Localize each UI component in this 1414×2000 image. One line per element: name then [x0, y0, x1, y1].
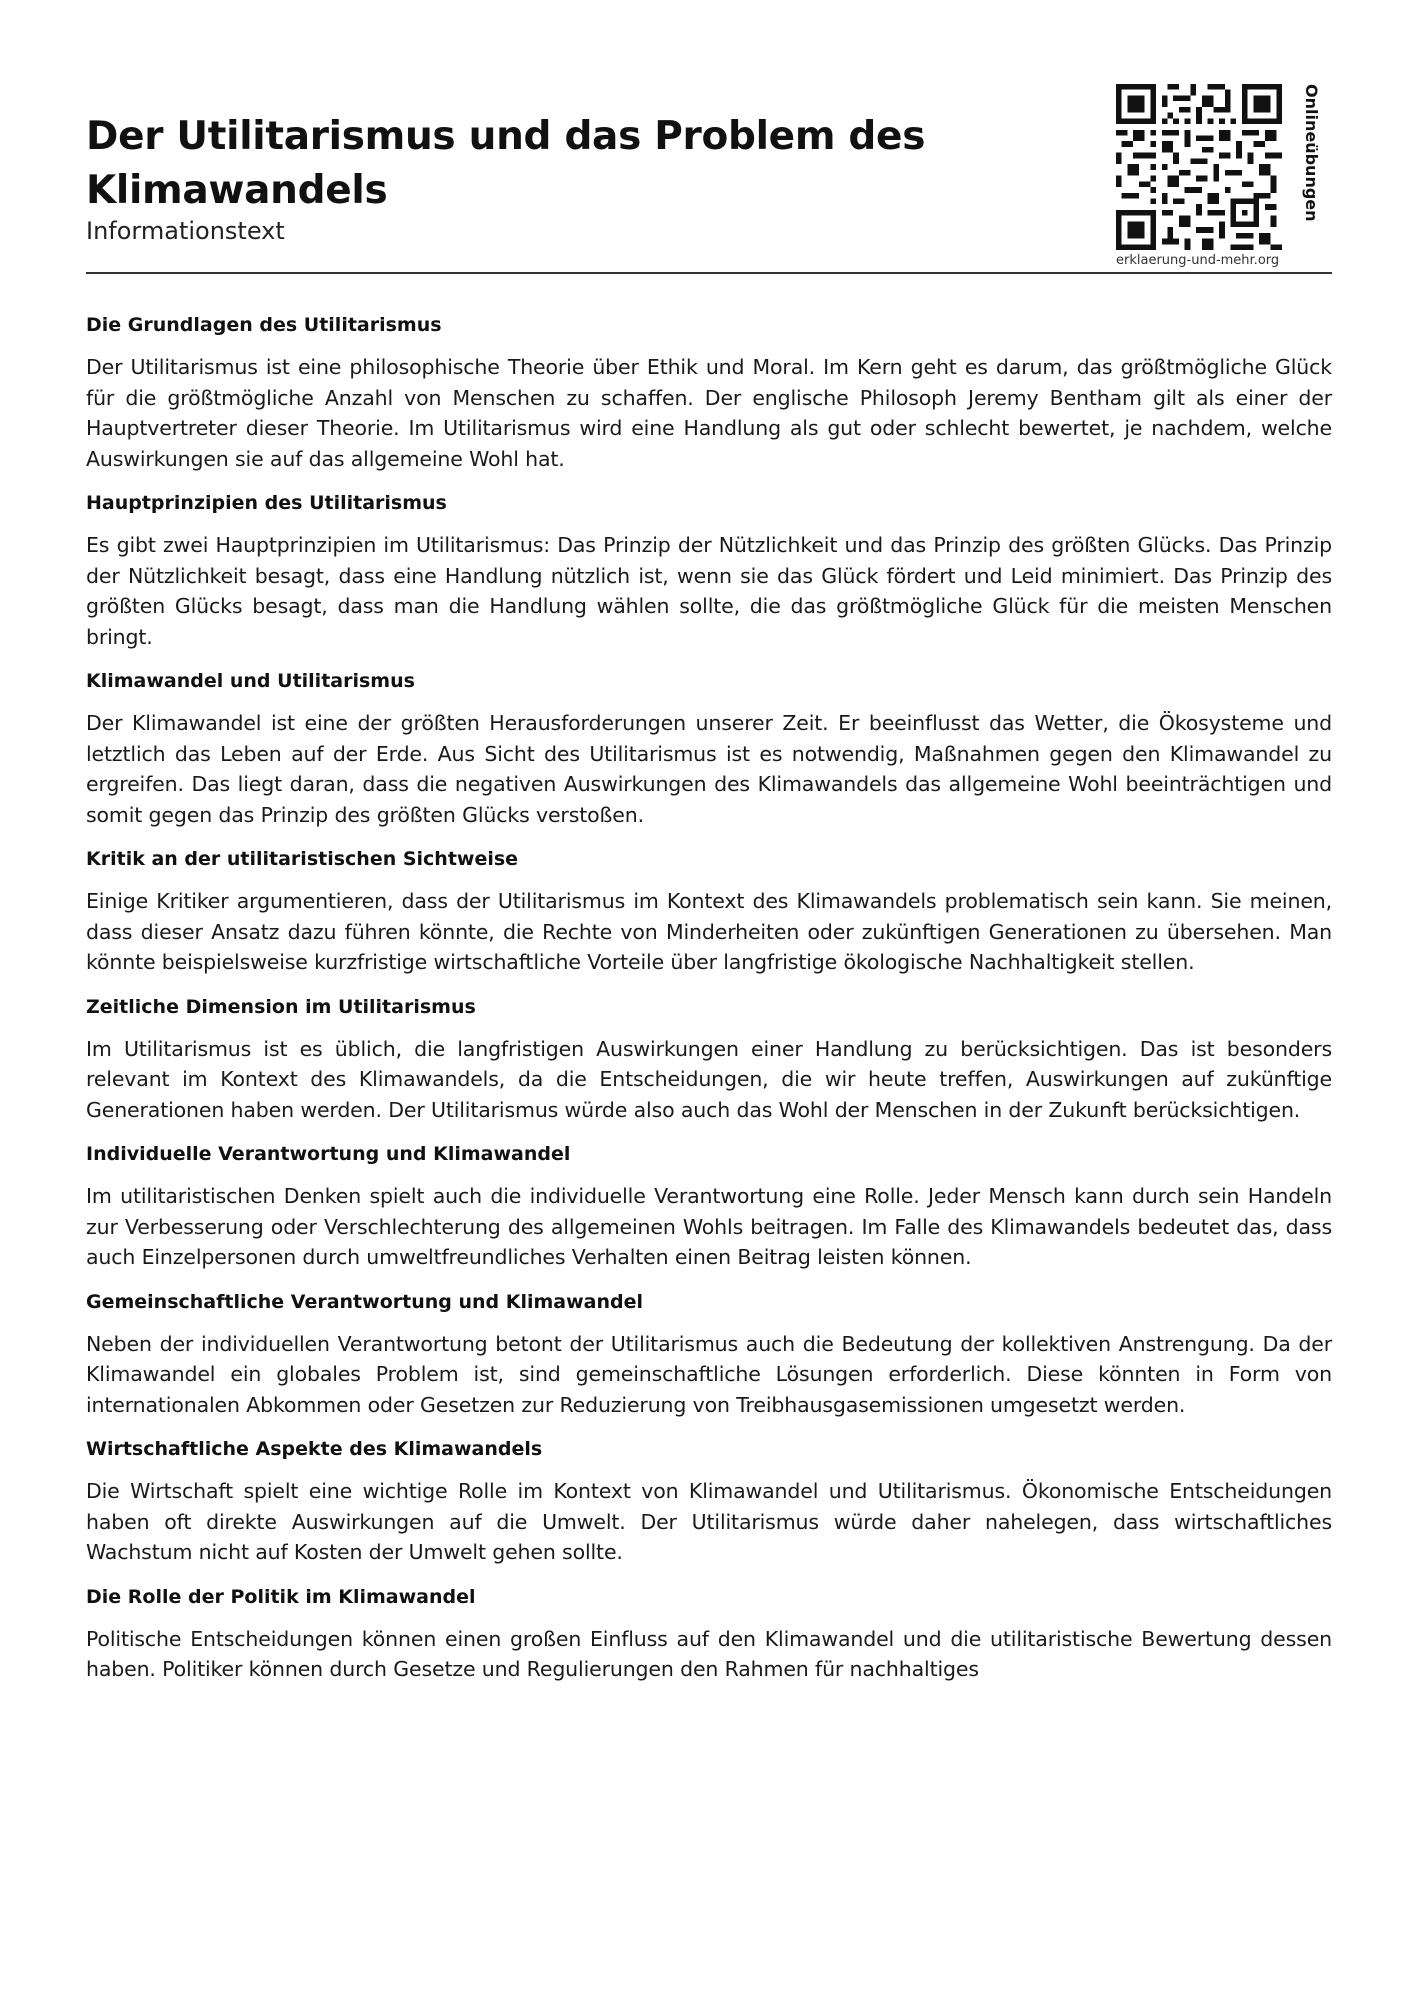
section-heading: Kritik an der utilitaristischen Sichtweise	[86, 848, 519, 870]
page-title: Der Utilitarismus und das Problem des Klimawandels	[86, 114, 926, 213]
qr-code-block[interactable]	[1116, 84, 1332, 272]
section-paragraph: Im utilitaristischen Denken spielt auch die individuelle Verantwortung eine Rolle. Jeder Mensch kann durch sein Handeln zur Verbesserung oder Verschlechterung des allgemeinen Wohls beitragen. Im Falle des Klimawandels bedeutet das, dass auch Einzelpersonen durch umweltfreundliches Verhalten einen Beitrag leisten können.	[86, 1184, 1332, 1269]
section-individuelle-verantwortung	[86, 1139, 1332, 1273]
section-paragraph: Die Wirtschaft spielt eine wichtige Rolle im Kontext von Klimawandel und Utilitarismus. Ökonomische Entscheidungen haben oft direkte Auswirkungen auf die Umwelt. Der Utilitarismus würde daher nahelegen, dass wirtschaftliches Wachstum nicht auf Kosten der Umwelt gehen sollte.	[86, 1479, 1332, 1564]
section-grundlagen	[86, 310, 1332, 474]
section-paragraph: Im Utilitarismus ist es üblich, die langfristigen Auswirkungen einer Handlung zu berücksichtigen. Das ist besonders relevant im Kontext des Klimawandels, da die Entscheidungen, die wir heute treffen, Auswirkungen auf zukünftige Generationen haben werden. Der Utilitarismus würde also auch das Wohl der Menschen in der Zukunft berücksichtigen.	[86, 1036, 1332, 1122]
section-hauptprinzipien	[86, 488, 1332, 652]
section-klimawandel	[86, 666, 1332, 830]
worksheet-page	[86, 0, 1332, 2000]
online-exercises-label: Onlineübungen	[1302, 84, 1321, 222]
section-heading: Die Rolle der Politik im Klimawandel	[86, 1585, 476, 1608]
section-heading: Zeitliche Dimension im Utilitarismus	[86, 995, 476, 1018]
header-divider	[86, 272, 1332, 274]
section-heading: Hauptprinzipien des Utilitarismus	[86, 492, 447, 514]
section-gemeinschaftliche-verantwortung	[86, 1287, 1332, 1421]
section-paragraph: Der Klimawandel ist eine der größten Herausforderungen unserer Zeit. Er beeinflusst das Wetter, die Ökosysteme und letztlich das Leben auf der Erde. Aus Sicht des Utilitarismus ist es notwendig, Maßnahmen gegen den Klimawandel zu ergreifen. Das liegt daran, dass die negativen Auswirkungen des Klimawandels das allgemeine Wohl beeinträchtigen und somit gegen das Prinzip des größten Glücks verstoßen.	[86, 711, 1332, 827]
section-heading: Individuelle Verantwortung und Klimawandel	[86, 1143, 571, 1165]
section-kritik	[86, 844, 1332, 978]
section-heading: Die Grundlagen des Utilitarismus	[86, 314, 442, 336]
section-heading: Klimawandel und Utilitarismus	[86, 670, 415, 692]
qr-code-icon[interactable]	[1116, 84, 1282, 250]
page-header	[86, 0, 1332, 276]
page-subtitle: Informationstext	[86, 217, 285, 245]
section-politik	[86, 1582, 1332, 1685]
section-paragraph: Es gibt zwei Hauptprinzipien im Utilitarismus: Das Prinzip der Nützlichkeit und das Prinzip des größten Glücks. Das Prinzip der Nützlichkeit besagt, dass eine Handlung nützlich ist, wenn sie das Glück fördert und Leid minimiert. Das Prinzip des größten Glücks besagt, dass man die Handlung wählen sollte, die das größtmögliche Glück für die meisten Menschen bringt.	[86, 533, 1332, 649]
section-paragraph: Neben der individuellen Verantwortung betont der Utilitarismus auch die Bedeutung der kollektiven Anstrengung. Da der Klimawandel ein globales Problem ist, sind gemeinschaftliche Lösungen erforderlich. Diese könnten in Form von internationalen Abkommen oder Gesetzen zur Reduzierung von Treibhausgasemissionen umgesetzt werden.	[86, 1331, 1332, 1417]
section-zeitliche-dimension	[86, 992, 1332, 1126]
section-paragraph: Einige Kritiker argumentieren, dass der Utilitarismus im Kontext des Klimawandels problematisch sein kann. Sie meinen, dass dieser Ansatz dazu führen könnte, die Rechte von Minderheiten oder zukünftigen Generationen zu übersehen. Man könnte beispielsweise kurzfristige wirtschaftliche Vorteile über langfristige ökologische Nachhaltigkeit stellen.	[86, 889, 1332, 974]
section-heading: Wirtschaftliche Aspekte des Klimawandels	[86, 1438, 543, 1460]
website-url[interactable]: erklaerung-und-mehr.org	[1116, 253, 1280, 268]
section-paragraph: Der Utilitarismus ist eine philosophische Theorie über Ethik und Moral. Im Kern geht es darum, das größtmögliche Glück für die größtmögliche Anzahl von Menschen zu schaffen. Der englische Philosoph Jeremy Bentham gilt als einer der Hauptvertreter dieser Theorie. Im Utilitarismus wird eine Handlung als gut oder schlecht bewertet, je nachdem, welche Auswirkungen sie auf das allgemeine Wohl hat.	[86, 355, 1332, 471]
section-wirtschaft	[86, 1434, 1332, 1568]
main-content	[86, 310, 1332, 1699]
section-heading: Gemeinschaftliche Verantwortung und Klimawandel	[86, 1290, 644, 1313]
section-paragraph: Politische Entscheidungen können einen großen Einfluss auf den Klimawandel und die utilitaristische Bewertung dessen haben. Politiker können durch Gesetze und Regulierungen den Rahmen für nachhaltiges	[86, 1626, 1332, 1681]
